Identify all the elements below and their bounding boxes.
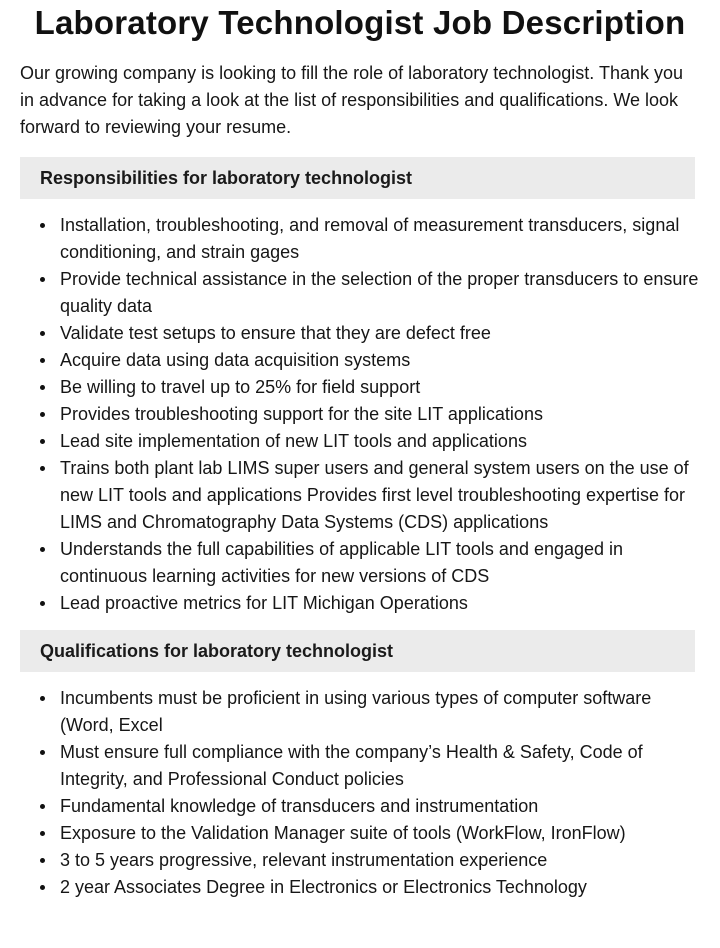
list-item: 2 year Associates Degree in Electronics or Electronics Technology [60,874,700,901]
list-item: Must ensure full compliance with the company’s Health & Safety, Code of Integrity, and Professional Conduct policies [60,739,700,793]
list-item: Understands the full capabilities of applicable LIT tools and engaged in continuous learning activities for new versions of CDS [60,536,700,590]
list-item: Installation, troubleshooting, and removal of measurement transducers, signal conditioning, and strain gages [60,212,700,266]
list-item: Exposure to the Validation Manager suite of tools (WorkFlow, IronFlow) [60,820,700,847]
list-item: Trains both plant lab LIMS super users and general system users on the use of new LIT tools and applications Provides first level troubleshooting expertise for LIMS and Chromatography Data Systems (CDS) applications [60,455,700,536]
list-item: Lead site implementation of new LIT tools and applications [60,428,700,455]
page-title: Laboratory Technologist Job Description [34,4,686,41]
responsibilities-heading: Responsibilities for laboratory technologist [20,157,695,199]
qualifications-heading: Qualifications for laboratory technologist [20,630,695,672]
list-item: Lead proactive metrics for LIT Michigan Operations [60,590,700,617]
list-item: Acquire data using data acquisition systems [60,347,700,374]
responsibilities-list [20,212,700,617]
list-item: Fundamental knowledge of transducers and instrumentation [60,793,700,820]
list-item: Provides troubleshooting support for the site LIT applications [60,401,700,428]
list-item: Provide technical assistance in the selection of the proper transducers to ensure quality data [60,266,700,320]
list-item: 3 to 5 years progressive, relevant instrumentation experience [60,847,700,874]
list-item: Be willing to travel up to 25% for field support [60,374,700,401]
list-item: Validate test setups to ensure that they are defect free [60,320,700,347]
list-item: Incumbents must be proficient in using various types of computer software (Word, Excel [60,685,700,739]
qualifications-list [20,685,700,901]
intro-paragraph: Our growing company is looking to fill the role of laboratory technologist. Thank you in advance for taking a look at the list of responsibilities and qualifications. We look forward to reviewing your resume. [20,63,684,137]
